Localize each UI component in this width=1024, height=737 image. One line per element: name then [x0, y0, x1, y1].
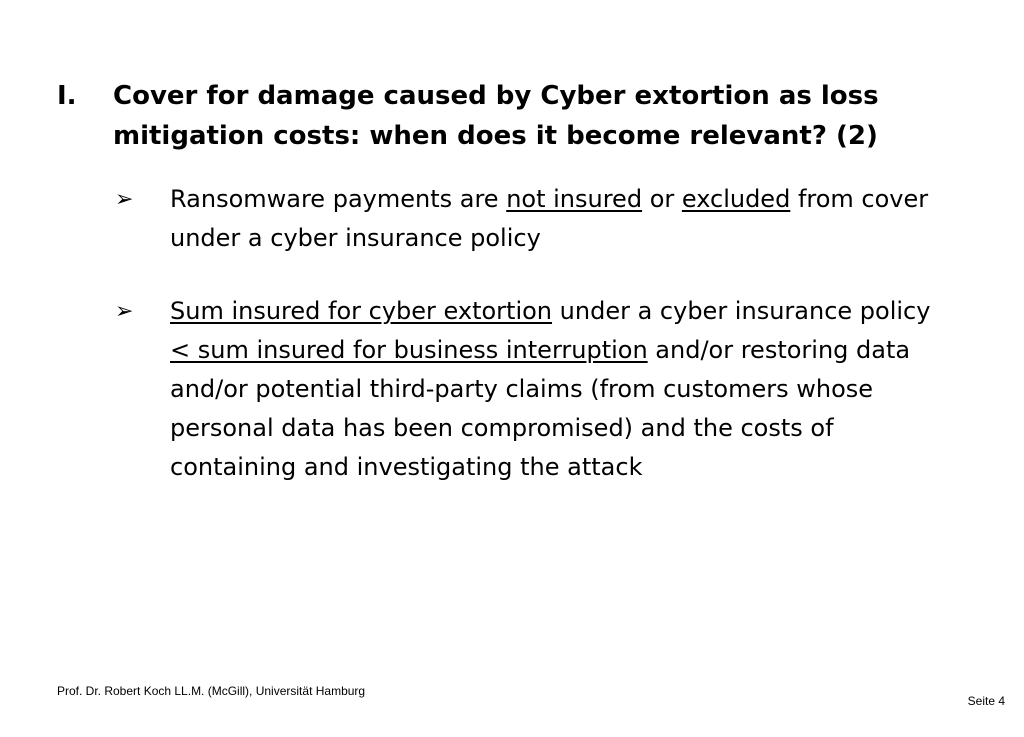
arrow-bullet-icon: ➢: [115, 187, 134, 212]
underlined-term: not insured: [506, 185, 643, 213]
slide-heading: [57, 76, 957, 156]
bullet-text-segment: and/or restoring data and/or potential third-party claims (from customers whose personal data has been compromised) and the costs of containing and investigating the attack: [170, 336, 911, 481]
underlined-term: Sum insured for cyber extortion: [170, 297, 553, 325]
heading-text: Cover for damage caused by Cyber extortion as loss mitigation costs: when does it become relevant? (2): [113, 81, 879, 151]
bullet-text-segment: under a cyber insurance policy: [552, 297, 931, 325]
bullet-item: [115, 292, 935, 487]
bullet-item: [115, 180, 935, 258]
bullet-text-segment: Ransomware payments are: [170, 185, 507, 213]
bullet-text: [170, 180, 935, 258]
page-number: Seite 4: [967, 694, 1005, 708]
underlined-term: excluded: [681, 185, 791, 213]
underlined-term: < sum insured for business interruption: [170, 336, 648, 364]
bullet-text: [170, 292, 935, 487]
arrow-bullet-icon: ➢: [115, 299, 134, 324]
heading-number: I.: [57, 81, 77, 111]
bullet-text-segment: from cover under a cyber insurance policy: [170, 185, 929, 252]
bullet-text-segment: or: [642, 185, 682, 213]
footer-author: Prof. Dr. Robert Koch LL.M. (McGill), Universität Hamburg: [57, 684, 366, 698]
